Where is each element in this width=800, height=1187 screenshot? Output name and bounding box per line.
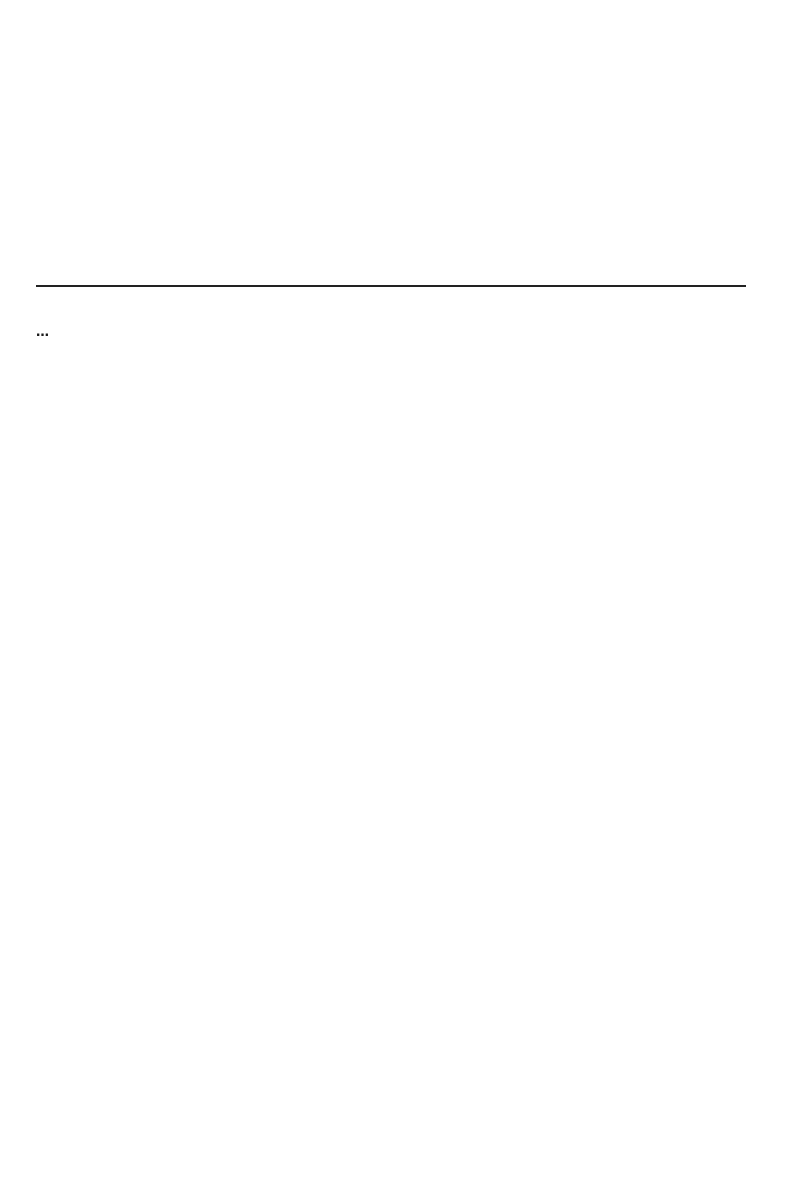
section-1-heading: …	[36, 325, 49, 340]
header-divider	[36, 285, 746, 287]
